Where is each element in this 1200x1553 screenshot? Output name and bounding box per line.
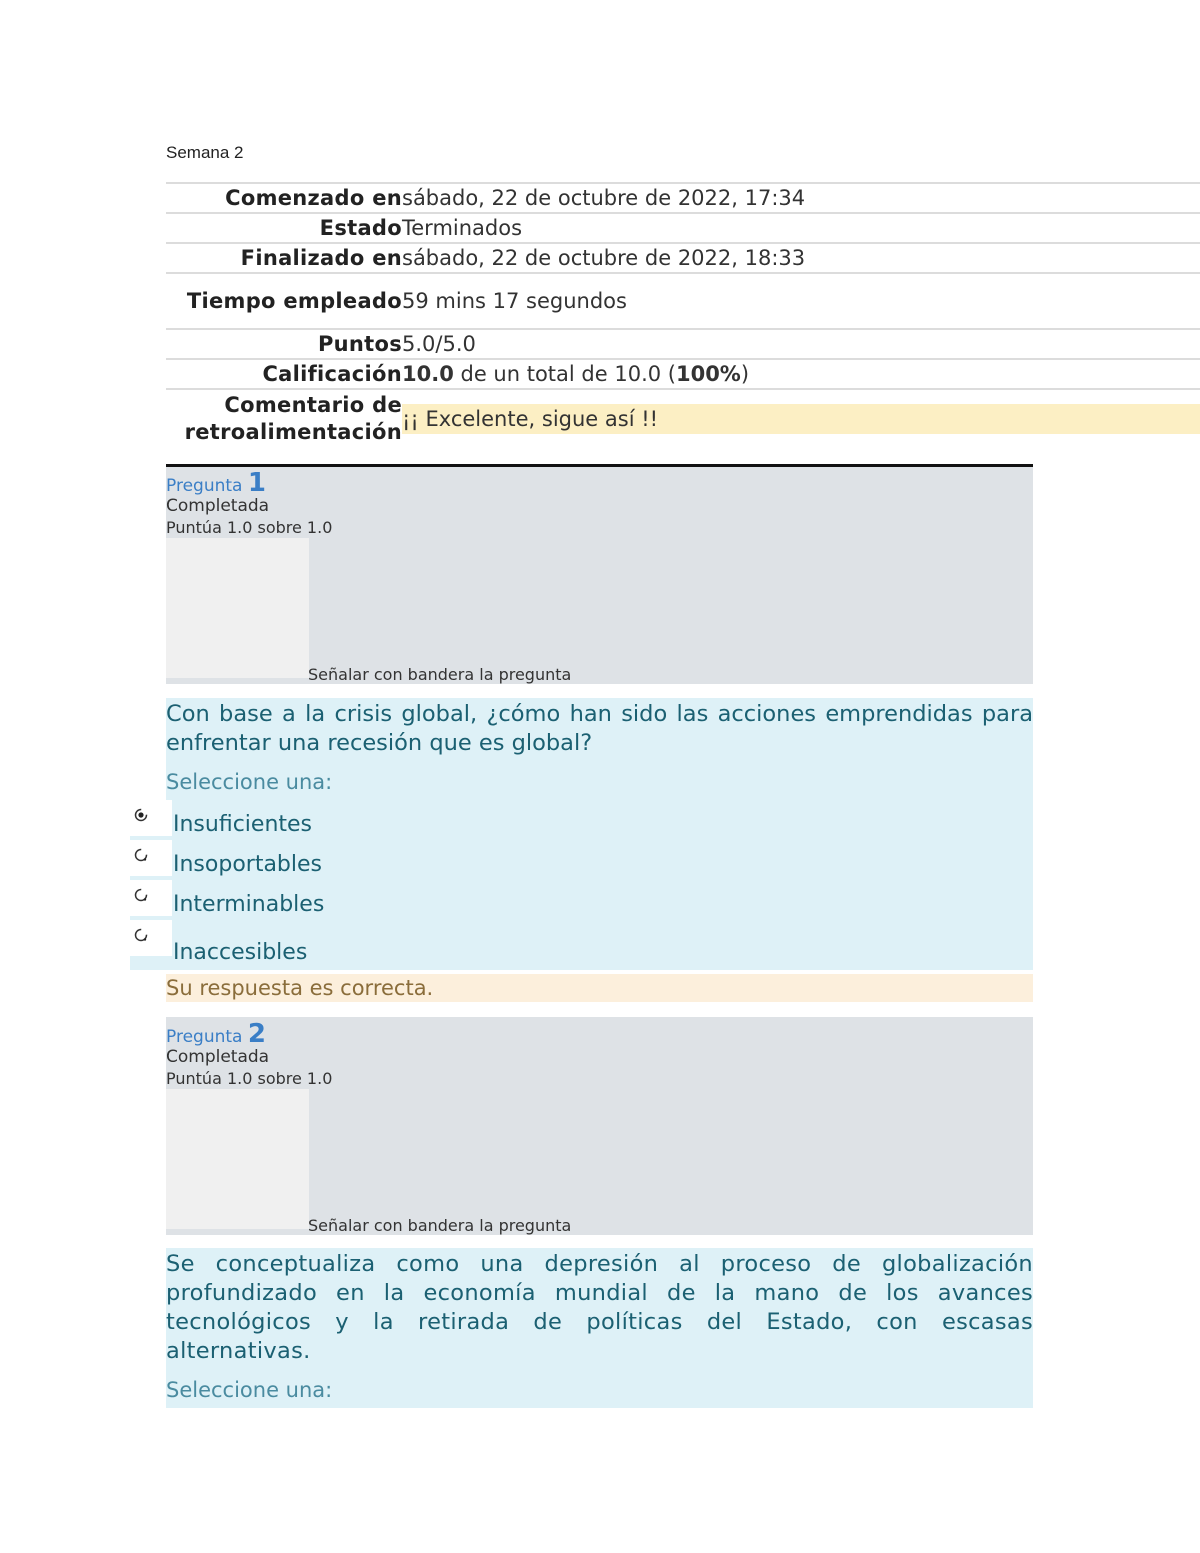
divider (166, 464, 1033, 467)
flag-question-link[interactable]: Señalar con bandera la pregunta (308, 1216, 572, 1235)
question-grade: Puntúa 1.0 sobre 1.0 (166, 1069, 333, 1088)
question-state: Completada (166, 496, 270, 516)
grade-end: ) (740, 362, 750, 386)
overall-feedback: ¡¡ Excelente, sigue así !! (402, 404, 1200, 434)
radio-cell (130, 920, 172, 958)
grade-percent: 100% (675, 362, 741, 386)
summary-value: Terminados (402, 216, 523, 240)
question-text: Con base a la crisis global, ¿cómo han sido las acciones emprendidas para enfrentar una recesión que es global? (166, 701, 1033, 756)
summary-row-points (166, 328, 1200, 358)
question-2-info (166, 1017, 1033, 1235)
question-text: Se conceptualiza como una depresión al proceso de globalización profundizado en la economía mundial de la mano de los avances tecnológicos y la retirada de políticas del Estado, con escasas alternativas. (166, 1251, 1033, 1364)
question-heading (166, 1019, 266, 1049)
summary-row-finished (166, 242, 1200, 272)
option-label: Insoportables (173, 852, 323, 877)
question-state: Completada (166, 1047, 270, 1067)
question-2-text-block (166, 1248, 1033, 1408)
answer-option[interactable] (130, 800, 1033, 840)
summary-label: Comenzado en (225, 186, 402, 210)
option-label: Insuficientes (173, 812, 313, 837)
radio-unselected-icon[interactable] (134, 928, 148, 942)
answer-option[interactable] (130, 840, 1033, 880)
flag-question-link[interactable]: Señalar con bandera la pregunta (308, 665, 572, 684)
radio-selected-icon[interactable] (134, 808, 148, 822)
summary-value: 5.0/5.0 (402, 332, 476, 356)
grade-middle: de un total de 10.0 ( (453, 362, 676, 386)
answer-option[interactable] (130, 920, 1033, 970)
summary-value: sábado, 22 de octubre de 2022, 17:34 (402, 186, 806, 210)
option-label: Inaccesibles (173, 940, 308, 965)
summary-row-feedback (166, 388, 1200, 472)
attempt-summary-table (166, 182, 1200, 472)
summary-label: Estado (319, 216, 402, 240)
select-prompt: Seleccione una: (166, 1378, 333, 1402)
radio-unselected-icon[interactable] (134, 848, 148, 862)
answer-option[interactable] (130, 880, 1033, 920)
question-grade: Puntúa 1.0 sobre 1.0 (166, 518, 333, 537)
summary-value: 59 mins 17 segundos (402, 289, 627, 313)
summary-row-grade (166, 358, 1200, 388)
option-label: Interminables (173, 892, 325, 917)
answer-feedback: Su respuesta es correcta. (166, 974, 1033, 1002)
question-prefix: Pregunta (166, 1027, 243, 1047)
radio-cell (130, 840, 172, 878)
grade-value (402, 361, 1200, 387)
radio-cell (130, 800, 172, 838)
radio-cell (130, 880, 172, 918)
summary-label: Comentario de retroalimentación (184, 393, 402, 444)
question-prefix: Pregunta (166, 476, 243, 496)
select-prompt: Seleccione una: (166, 770, 333, 794)
summary-row-time-taken (166, 272, 1200, 328)
grade-score: 10.0 (402, 362, 454, 386)
summary-label: Tiempo empleado (186, 289, 402, 313)
question-1-text-block (166, 698, 1033, 800)
question-number: 2 (247, 1019, 266, 1049)
radio-unselected-icon[interactable] (134, 888, 148, 902)
summary-row-started (166, 182, 1200, 212)
summary-label: Calificación (262, 362, 402, 386)
question-number: 1 (247, 468, 266, 498)
question-1-info (166, 466, 1033, 684)
document-title: Semana 2 (166, 143, 244, 162)
summary-label: Puntos (317, 332, 402, 356)
summary-value: sábado, 22 de octubre de 2022, 18:33 (402, 246, 806, 270)
question-side-panel (166, 1089, 309, 1229)
answer-options (130, 800, 1033, 970)
summary-row-state (166, 212, 1200, 242)
question-side-panel (166, 538, 309, 678)
summary-label: Finalizado en (240, 246, 402, 270)
question-heading (166, 468, 266, 498)
